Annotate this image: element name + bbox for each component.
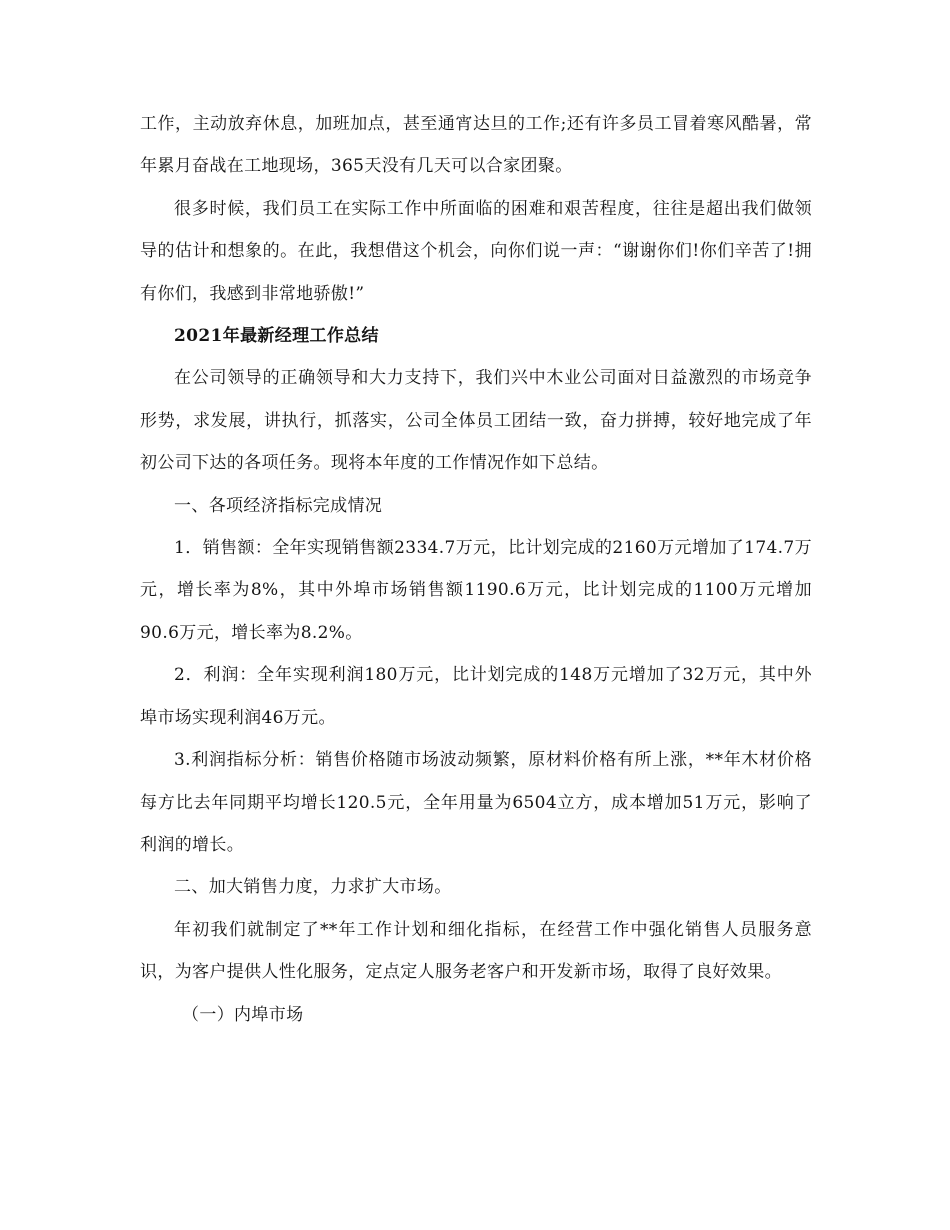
paragraph-profit: 2．利润：全年实现利润180万元，比计划完成的148万元增加了32万元，其中外埠市场实现利润46万元。	[140, 665, 812, 728]
paragraph-overtime-work: 工作，主动放弃休息，加班加点，甚至通宵达旦的工作;还有许多员工冒着寒风酷暑，常年累月奋战在工地现场，365天没有几天可以合家团聚。	[140, 114, 812, 177]
heading-economic-indicators: 一、各项经济指标完成情况	[174, 495, 383, 516]
paragraph-introduction: 在公司领导的正确领导和大力支持下，我们兴中木业公司面对日益激烈的市场竞争形势，求发展，讲执行，抓落实，公司全体员工团结一致，奋力拼搏，较好地完成了年初公司下达的各项任务。现将本年度的工作情况作如下总结。	[140, 368, 812, 474]
paragraph-work-plan: 年初我们就制定了**年工作计划和细化指标，在经营工作中强化销售人员服务意识，为客户提供人性化服务，定点定人服务老客户和开发新市场，取得了良好效果。	[140, 919, 812, 983]
paragraph-thanks-to-staff: 很多时候，我们员工在实际工作中所面临的困难和艰苦程度，往往是超出我们做领导的估计和想象的。在此，我想借这个机会，向你们说一声：“谢谢你们!你们辛苦了!拥有你们，我感到非常地骄傲!”	[140, 198, 812, 304]
paragraph-sales-amount: 1．销售额：全年实现销售额2334.7万元，比计划完成的2160万元增加了174.7万元，增长率为8%，其中外埠市场销售额1190.6万元，比计划完成的1100万元增加90.6万元，增长率为8.2%。	[140, 538, 812, 643]
heading-expand-market: 二、加大销售力度，力求扩大市场。	[174, 877, 452, 898]
document-body	[140, 103, 812, 1036]
heading-domestic-market: （一）内埠市场	[182, 1004, 304, 1025]
section-title: 2021年最新经理工作总结	[174, 326, 379, 347]
paragraph-profit-analysis: 3.利润指标分析：销售价格随市场波动频繁，原材料价格有所上涨，**年木材价格每方比去年同期平均增长120.5元，全年用量为6504立方，成本增加51万元，影响了利润的增长。	[140, 750, 812, 855]
